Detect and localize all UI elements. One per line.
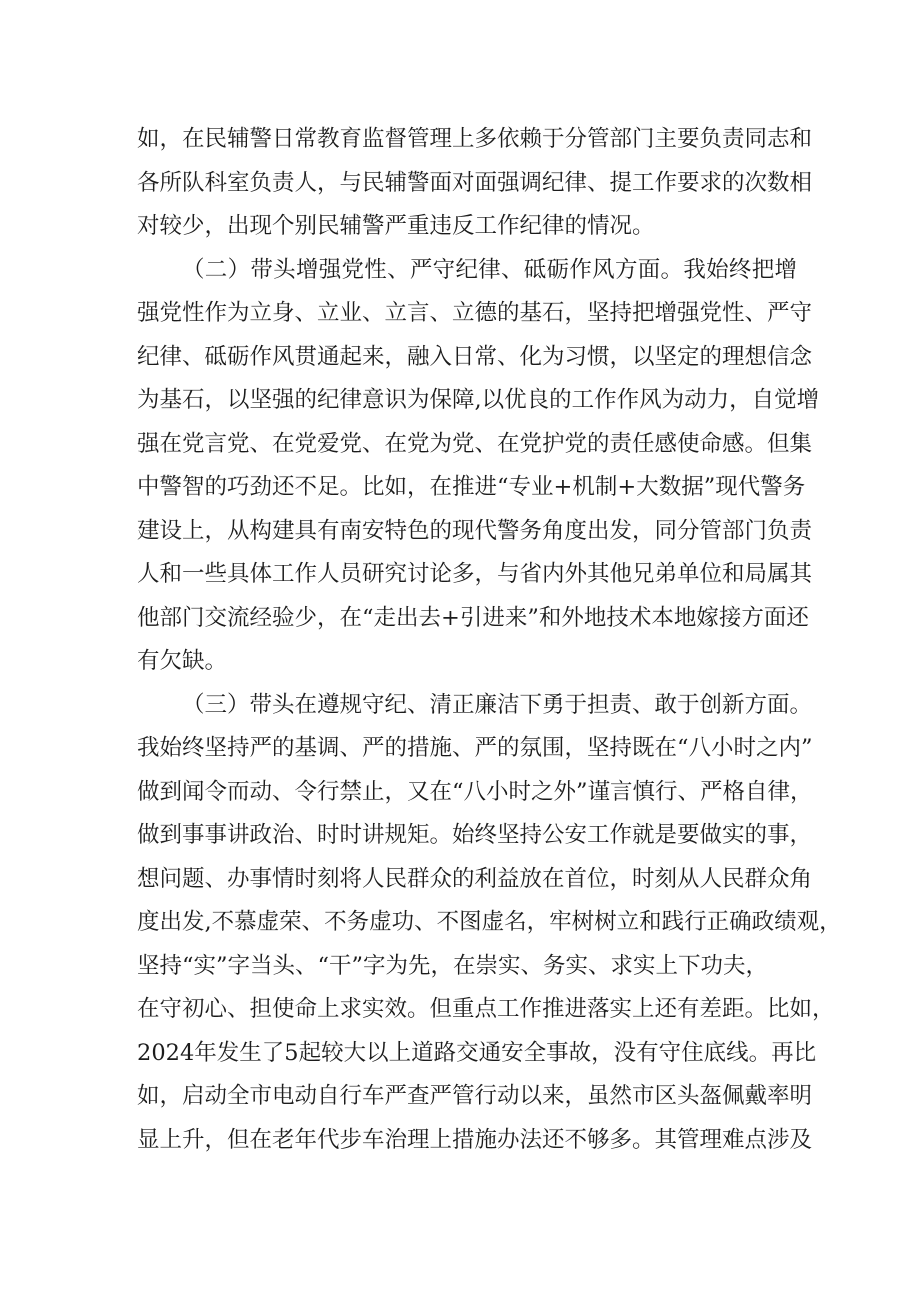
text-line: 人和一些具体工作人员研究讨论多，与省内外其他兄弟单位和局属其 xyxy=(137,561,813,587)
text-line: 强党性作为立身、立业、立言、立德的基石，坚持把增强党性、严守 xyxy=(137,300,813,326)
text-line: 对较少，出现个别民辅警严重违反工作纪律的情况。 xyxy=(137,213,655,239)
text-line: 做到事事讲政治、时时讲规矩。始终坚持公安工作就是要做实的事， xyxy=(137,822,813,848)
text-line: 我始终坚持严的基调、严的措施、严的氛围，坚持既在“八小时之内” xyxy=(137,735,813,761)
text-line: （二）带头增强党性、严守纪律、砥砺作风方面。我始终把增 xyxy=(182,256,797,283)
text-line: 显上升，但在老年代步车治理上措施办法还不够多。其管理难点涉及 xyxy=(137,1126,813,1153)
text-line: 纪律、砥砺作风贯通起来，融入日常、化为习惯，以坚定的理想信念 xyxy=(137,343,813,370)
text-line: （三）带头在遵规守纪、清正廉洁下勇于担责、敢于创新方面。 xyxy=(182,691,813,718)
text-line: 如，在民辅警日常教育监督管理上多依赖于分管部门主要负责同志和 xyxy=(137,126,813,152)
text-line: 他部门交流经验少，在“走出去+引进来”和外地技术本地嫁接方面还 xyxy=(137,604,809,631)
text-line: 度出发,不慕虚荣、不务虚功、不图虚名，牢树树立和践行正确政绩观， xyxy=(137,909,842,935)
text-line: 在守初心、担使命上求实效。但重点工作推进落实上还有差距。比如， xyxy=(137,996,835,1022)
text-line: 做到闻令而动、令行禁止，又在“八小时之外”谨言慎行、严格自律， xyxy=(137,778,813,805)
text-line: 如，启动全市电动自行车严查严管行动以来，虽然市区头盔佩戴率明 xyxy=(137,1083,813,1109)
text-line: 坚持“实”字当头、“干”字为先，在崇实、务实、求实上下功夫， xyxy=(137,952,769,979)
text-line: 2024年发生了5起较大以上道路交通安全事故，没有守住底线。再比 xyxy=(137,1039,817,1066)
text-line: 中警智的巧劲还不足。比如，在推进“专业+机制+大数据”现代警务 xyxy=(137,474,806,500)
text-line: 各所队科室负责人，与民辅警面对面强调纪律、提工作要求的次数相 xyxy=(137,169,813,196)
text-line: 强在党言党、在党爱党、在党为党、在党护党的责任感使命感。但集 xyxy=(137,430,813,457)
text-line: 为基石，以坚强的纪律意识为保障,以优良的工作作风为动力，自觉增 xyxy=(137,387,820,413)
body-text xyxy=(137,118,842,1162)
text-line: 有欠缺。 xyxy=(137,648,228,674)
text-line: 建设上，从构建具有南安特色的现代警务角度出发，同分管部门负责 xyxy=(137,517,813,544)
text-line: 想问题、办事情时刻将人民群众的利益放在首位，时刻从人民群众角 xyxy=(137,865,813,892)
